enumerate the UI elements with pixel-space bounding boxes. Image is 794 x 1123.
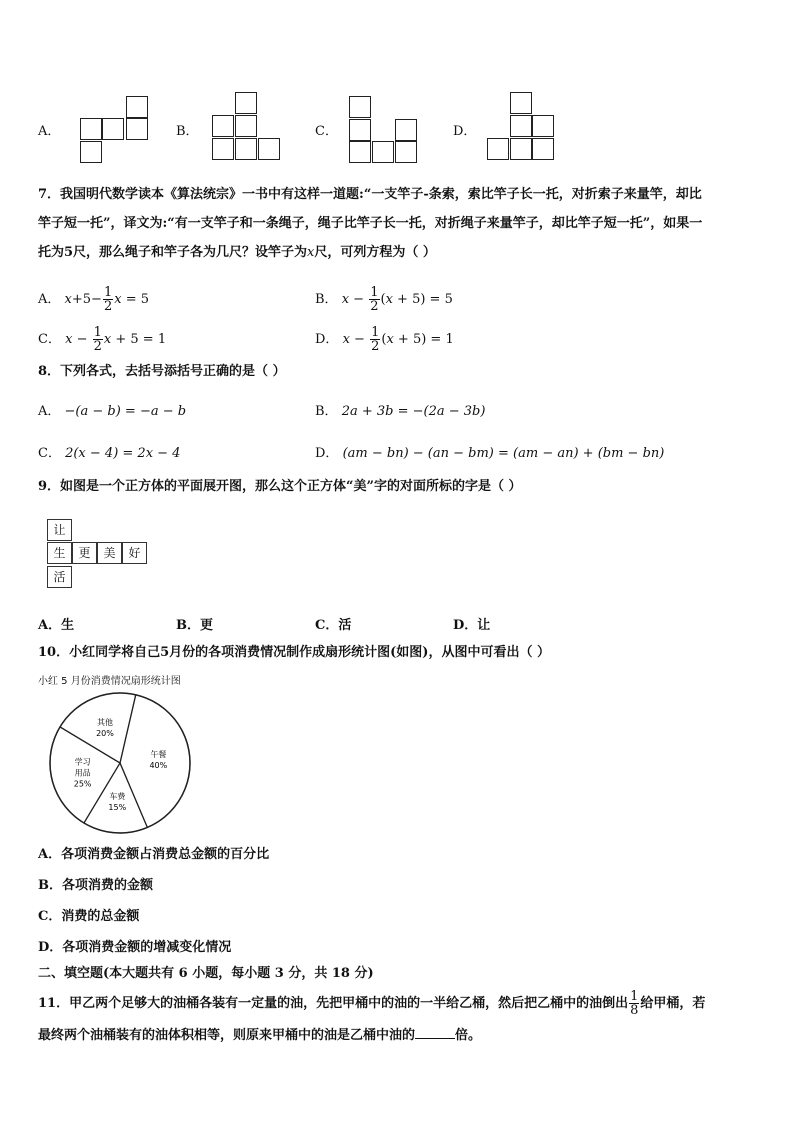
q10-option-b: B．各项消费的金额 bbox=[38, 878, 153, 893]
q7-line3: 托为5尺，那么绳子和竿子各为几尺？设竿子为x尺，可列方程为（ ） bbox=[38, 245, 436, 260]
q9-option-a: A．生 bbox=[38, 618, 75, 633]
q10-option-a: A．各项消费金额占消费总金额的百分比 bbox=[38, 847, 270, 862]
pie-label-0-0: 午餐 bbox=[150, 750, 167, 760]
net-cell-mei: 美 bbox=[97, 542, 122, 564]
q10-option-c: C．消费的总金额 bbox=[38, 909, 140, 924]
q11-stem bbox=[38, 988, 763, 1052]
pie-label-2-1: 用品 bbox=[74, 768, 91, 778]
q6-option-a-label: A． bbox=[38, 124, 61, 139]
q9-option-c: C．活 bbox=[315, 618, 352, 633]
q6-option-d-label: D． bbox=[453, 124, 477, 139]
section-heading: 二、填空题(本大题共有 6 小题，每小题 3 分，共 18 分) bbox=[38, 966, 374, 981]
net-cell-hao: 好 bbox=[122, 542, 147, 564]
q7-option-b: B． x − $\frac{1}{2}$ (x + 5) = 5 bbox=[315, 285, 453, 314]
q11-line1: 11．甲乙两个足够大的油桶各装有一定量的油，先把甲桶中的油的一半给乙桶，然后把乙桶中的油倒出 $\frac{1}{8}$ 给甲桶，若 bbox=[38, 989, 706, 1018]
q8-option-a: A． −(a − b) = −a − b bbox=[38, 404, 187, 419]
q7-option-d: D． x − $\frac{1}{2}$ (x + 5) = 1 bbox=[315, 325, 454, 354]
q9-option-b: B．更 bbox=[176, 618, 213, 633]
q8-stem: 8．下列各式，去括号添括号正确的是（ ） bbox=[38, 364, 286, 379]
q7-line1: 7．我国明代数学读本《算法统宗》一书中有这样一道题:“一支竿子-条索，索比竿子长一托，对折索子来量竿，却比 bbox=[38, 187, 702, 202]
q9-option-d: D．让 bbox=[453, 618, 491, 633]
q8-option-d: D． (am − bn) − (an − bm) = (am − an) + (bm − bn) bbox=[315, 446, 665, 461]
q8-option-c: C． 2(x − 4) = 2x − 4 bbox=[38, 446, 181, 461]
net-cell-sheng: 生 bbox=[47, 542, 72, 564]
net-cell-huo: 活 bbox=[47, 566, 72, 588]
pie-label-2-0: 学习 bbox=[74, 757, 91, 767]
q8-option-b: B． 2a + 3b = −(2a − 3b) bbox=[315, 404, 486, 419]
q7-option-a: A． x+5− $\frac{1}{2}$ x = 5 bbox=[38, 285, 149, 314]
q6-option-c-label: C． bbox=[315, 124, 338, 139]
q7-option-c: C． x − $\frac{1}{2}$ x + 5 = 1 bbox=[38, 325, 167, 354]
pie-label-1-0: 车费 bbox=[109, 791, 126, 801]
q10-stem: 10．小红同学将自己5月份的各项消费情况制作成扇形统计图(如图)，从图中可看出（ ） bbox=[38, 645, 550, 660]
q7-line2: 竿子短一托”，译文为:“有一支竿子和一条绳子，绳子比竿子长一托，对折绳子来量竿子，却比竿子短一托”，如果一 bbox=[38, 216, 703, 231]
net-cell-rang: 让 bbox=[47, 519, 72, 541]
net-cell-geng: 更 bbox=[72, 542, 97, 564]
pie-label-2-2: 25% bbox=[73, 779, 92, 789]
pie-chart bbox=[40, 688, 200, 838]
pie-label-3-0: 其他 bbox=[96, 718, 113, 728]
q9-stem: 9．如图是一个正方体的平面展开图，那么这个正方体“美”字的对面所标的字是（ ） bbox=[38, 479, 522, 494]
q6-option-b-label: B． bbox=[176, 124, 199, 139]
q7-stem bbox=[38, 180, 763, 267]
answer-blank[interactable] bbox=[415, 1026, 455, 1039]
pie-label-1-1: 15% bbox=[108, 802, 127, 812]
q10-option-d: D．各项消费金额的增减变化情况 bbox=[38, 940, 232, 955]
pie-label-0-1: 40% bbox=[149, 761, 168, 771]
pie-label-3-1: 20% bbox=[96, 729, 114, 739]
chart-title: 小红 5 月份消费情况扇形统计图 bbox=[38, 676, 181, 687]
q11-line2: 最终两个油桶装有的油体积相等，则原来甲桶中的油是乙桶中油的 倍。 bbox=[38, 1028, 482, 1043]
